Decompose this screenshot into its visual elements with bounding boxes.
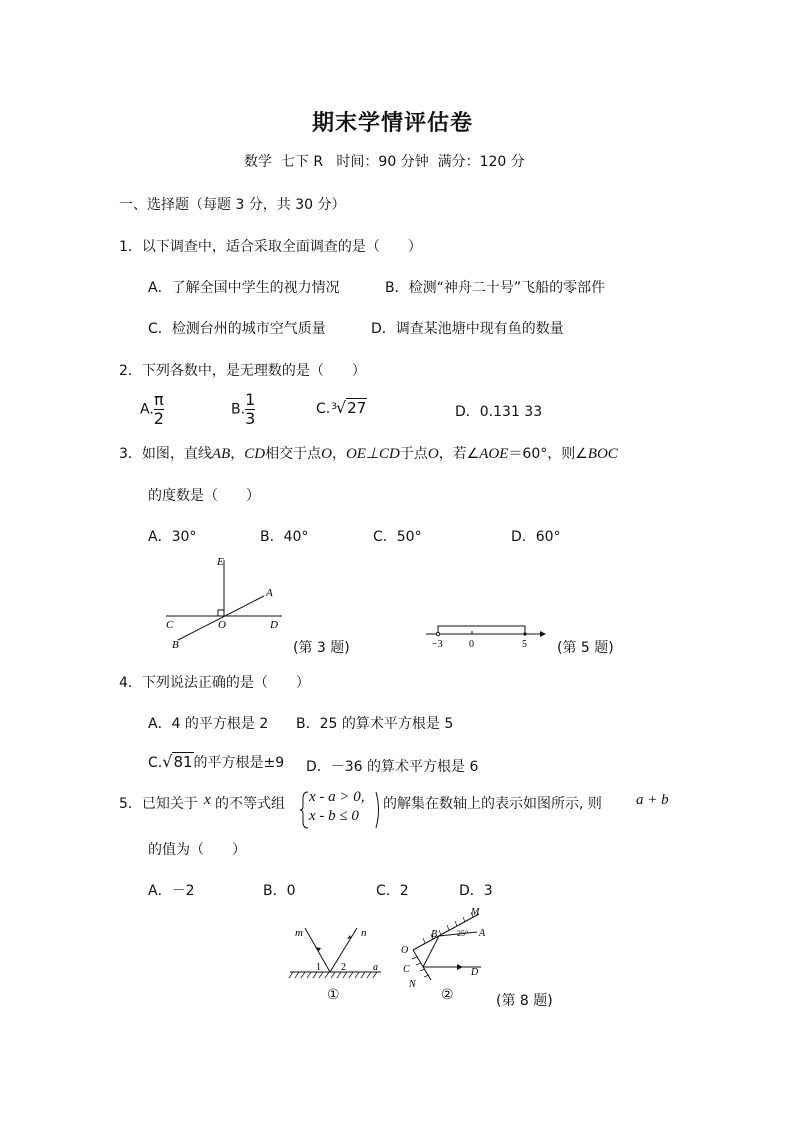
tick-label-neg3: −3 [432,639,443,650]
figure-5-number-line [420,620,550,652]
fraction-denominator: 2 [153,409,164,428]
stem-text: 相交于点 [265,446,322,462]
label-c: C [166,619,174,631]
label-a: a [373,962,378,973]
left-brace-icon [299,791,309,829]
option-a-label: A. [140,401,154,418]
question-1-stem: 1．以下调查中，适合采取全面调查的是（ ） [119,239,422,255]
question-2-option-d[interactable]: D．0.131 33 [455,404,543,420]
variable-x: x [204,792,211,808]
line-ab: AB [211,446,231,462]
solution-bracket [438,626,525,634]
question-4-option-c[interactable] [148,752,284,772]
figure-8-diagram-2 [395,906,495,988]
mirror-om [413,914,479,950]
tick-label-5: 5 [522,639,527,650]
question-1-option-d[interactable]: D．调查某池塘中现有鱼的数量 [371,321,564,337]
option-c-label: C. [316,401,331,417]
label-b: B [172,639,179,650]
question-3-option-c[interactable]: C．50° [373,529,422,545]
line-cd: CD [244,446,266,462]
question-4-option-a[interactable]: A．4 的平方根是 2 [148,716,269,732]
question-2-option-c[interactable] [316,398,367,417]
option-c-label: C. [148,755,163,771]
figure-8-caption: (第 8 题) [496,993,553,1009]
label-o: O [218,619,226,631]
question-3-option-a[interactable]: A．30° [148,529,197,545]
angle-aoe: AOE [479,446,509,462]
question-1-option-a[interactable]: A．了解全国中学生的视力情况 [148,280,340,296]
page-title: 期末学情评估卷 [312,111,474,136]
question-1-option-b[interactable]: B．检测“神舟二十号”飞船的零部件 [385,280,606,296]
stem-text: ＝60°，则∠ [508,446,588,462]
label-a: A [479,928,486,939]
question-1-option-c[interactable]: C．检测台州的城市空气质量 [148,321,326,337]
radical-sign-icon: √ [162,752,173,771]
angle-boc: BOC [587,446,618,462]
figure-5-caption: (第 5 题) [557,640,614,656]
radical-index: 3 [331,401,337,412]
label-angle: 25° [457,929,469,938]
label-n: n [361,927,367,939]
question-2-stem: 2．下列各数中，是无理数的是（ ） [119,363,366,379]
fraction-numerator: π [154,390,164,409]
stem-text: 3．如图，直线 [119,446,212,462]
question-5-option-a[interactable]: A．－2 [148,883,195,899]
question-3-option-b[interactable]: B．40° [260,529,309,545]
radicand: 81 [173,753,193,771]
question-5-option-d[interactable]: D．3 [459,883,493,899]
question-3-stem [119,443,618,463]
perpendicular-relation: OE⊥CD [345,446,400,462]
question-4-stem: 4．下列说法正确的是（ ） [119,675,310,691]
label-c: C [403,964,410,975]
figure-8-diagram-1 [285,918,385,980]
question-3-option-d[interactable]: D．60° [511,529,561,545]
label-b: B [431,929,438,940]
section-heading: 一、选择题（每题 3 分，共 30 分） [119,197,346,213]
label-e: E [217,556,224,568]
question-2-option-b[interactable] [231,391,255,428]
label-1: 1 [316,962,321,973]
expression-a-plus-b: a + b [636,792,669,808]
hatching [289,972,377,978]
question-5-option-c[interactable]: C．2 [376,883,409,899]
label-o: O [401,945,409,956]
separator: ， [331,446,346,462]
point-o: O [427,446,439,462]
question-2-option-a[interactable] [140,391,164,428]
endpoint-open [436,632,439,635]
label-n: N [409,979,416,988]
label-a: A [266,587,273,599]
stem-text: 5．已知关于 [119,796,198,812]
stem-text: 于点 [399,446,428,462]
endpoint-closed [523,632,526,635]
figure-3-caption: (第 3 题) [293,640,350,656]
question-5-option-b[interactable]: B．0 [263,883,296,899]
stem-text: 的解集在数轴上的表示如图所示, 则 [383,796,602,812]
figure-8-label-2: ② [441,987,454,1003]
fraction-one-third [245,391,255,428]
inequality-1: x - a > 0, [309,789,365,805]
label-2: 2 [341,962,346,973]
label-d: D [471,967,479,978]
right-angle-mark [218,610,224,616]
separator: ， [230,446,245,462]
radical-sign-icon: √ [335,398,347,417]
stem-text: ，若∠ [438,446,480,462]
fraction-denominator: 3 [245,409,256,428]
figure-3-diagram [160,550,295,650]
figure-8-label-1: ① [327,987,340,1003]
tick-label-0: 0 [469,639,474,650]
question-5-stem-line-2: 的值为（ ） [148,842,246,858]
exam-subtitle: 数学 七下 R 时间：90 分钟 满分：120 分 [244,154,525,170]
arrow-icon [540,631,546,637]
question-4-option-d[interactable]: D．－36 的算术平方根是 6 [306,759,479,775]
line-ab [178,596,264,640]
inequality-2: x - b ≤ 0 [309,808,359,824]
right-paren-icon [375,791,383,829]
fraction-numerator: 1 [245,390,256,409]
question-3-stem-line-2: 的度数是（ ） [148,488,260,504]
point-o: O [321,446,332,462]
option-b-label: B. [231,401,246,418]
question-4-option-b[interactable]: B．25 的算术平方根是 5 [296,716,454,732]
stem-text: 的不等式组 [215,796,285,812]
fraction-pi-over-2 [154,391,164,428]
label-m: M [471,907,480,918]
label-m: m [295,927,303,939]
label-d: D [270,619,278,631]
arrow-icon [457,964,463,970]
option-c-text: 的平方根是±9 [193,755,285,771]
radicand: 27 [347,399,367,417]
